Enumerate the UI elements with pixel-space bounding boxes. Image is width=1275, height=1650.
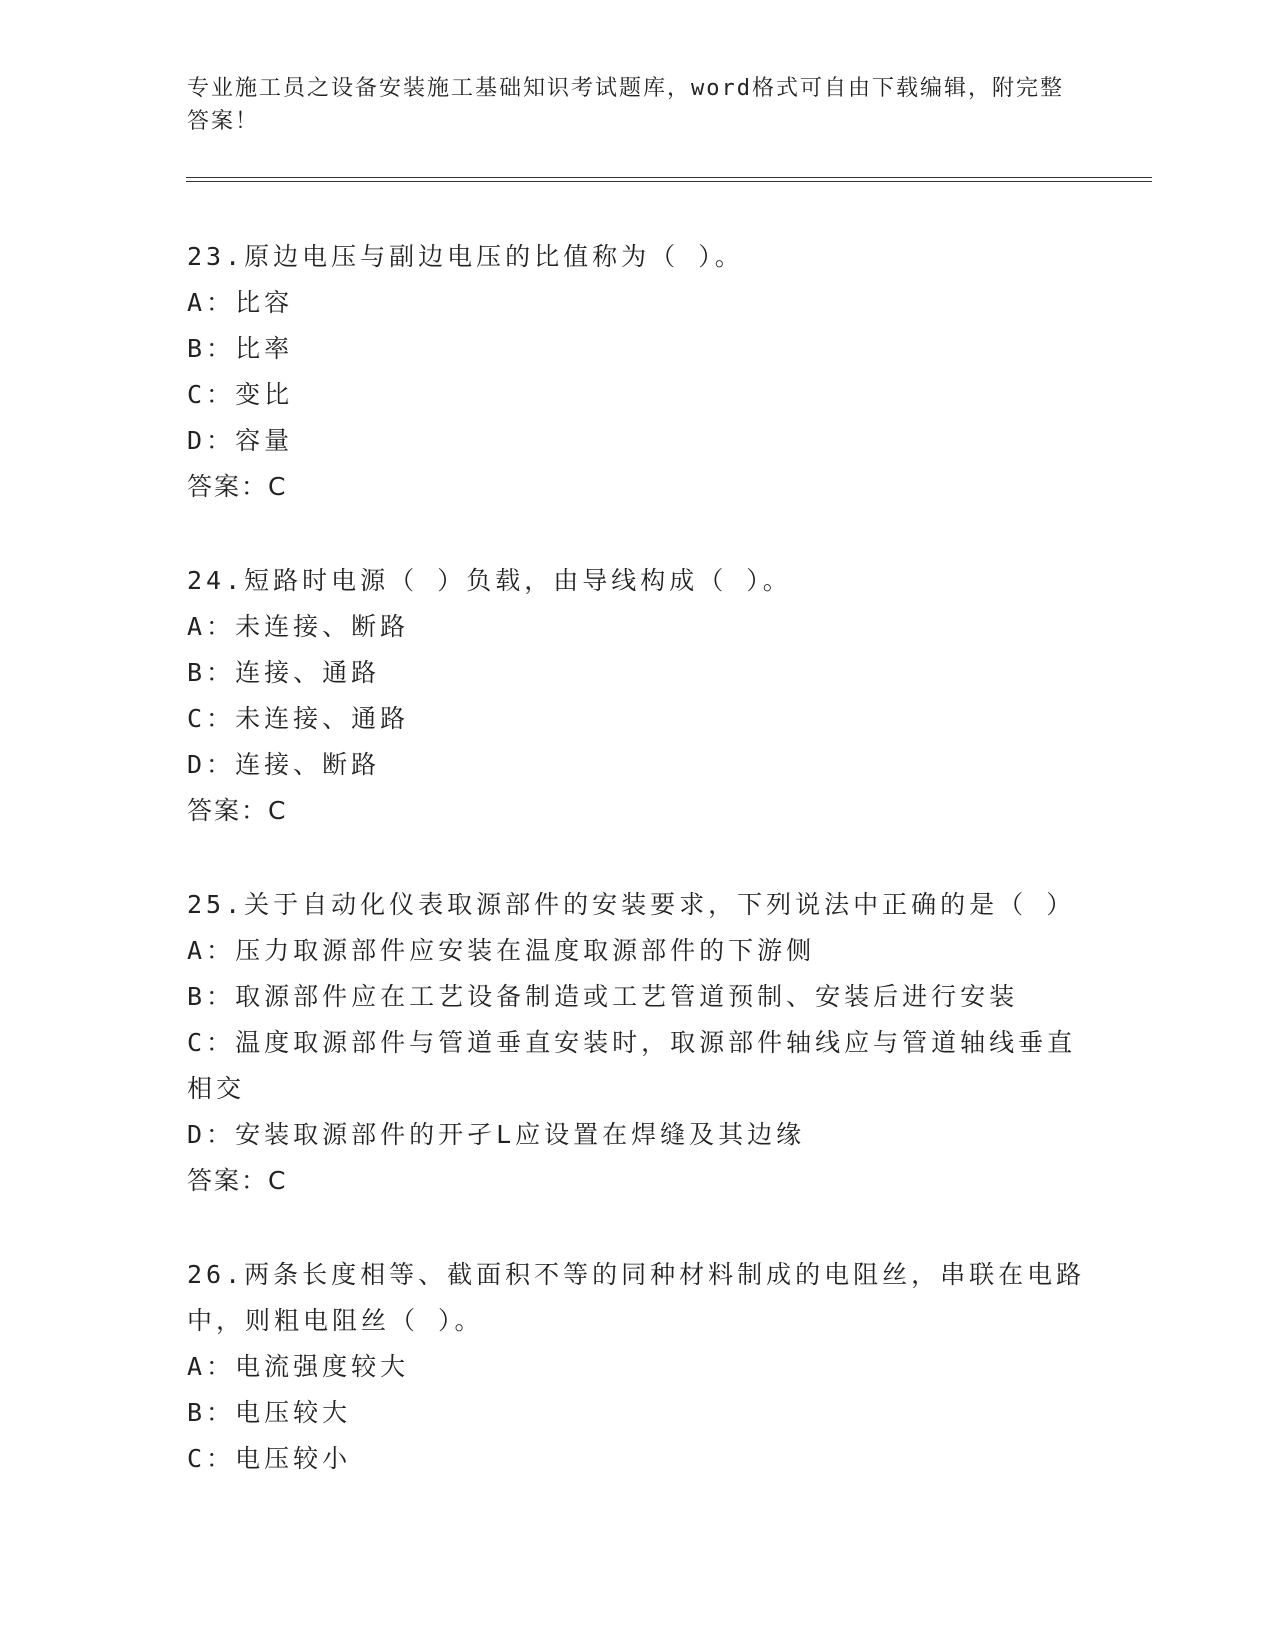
option-b [187, 1390, 1087, 1436]
option-text: 变比 [235, 380, 294, 409]
option-b [187, 650, 1087, 696]
question-23 [187, 234, 1087, 510]
option-a [187, 280, 1087, 326]
option-d [187, 1112, 1087, 1158]
option-key: B： [187, 658, 236, 687]
option-text: 比率 [235, 334, 294, 363]
header-divider-bottom [186, 181, 1152, 182]
option-c [187, 1436, 1087, 1482]
option-key: C： [187, 1028, 236, 1057]
answer: 答案：C [187, 472, 288, 501]
option-a [187, 1344, 1087, 1390]
option-key: D： [187, 1120, 236, 1149]
question-number: 25. [187, 890, 245, 919]
option-text: 连接、通路 [235, 658, 381, 687]
option-text: 温度取源部件与管道垂直安装时，取源部件轴线应与管道轴线垂直相交 [187, 1028, 1077, 1103]
question-number: 23. [187, 242, 245, 271]
option-b [187, 326, 1087, 372]
option-key: B： [187, 334, 236, 363]
option-a [187, 928, 1087, 974]
option-key: A： [187, 1352, 236, 1381]
question-stem [187, 1252, 1087, 1344]
option-key: C： [187, 380, 236, 409]
question-26 [187, 1252, 1087, 1482]
option-c [187, 1020, 1087, 1112]
option-key: D： [187, 750, 236, 779]
option-text: 容量 [235, 426, 294, 455]
option-key: B： [187, 1398, 236, 1427]
option-c [187, 372, 1087, 418]
option-text: 电压较大 [235, 1398, 352, 1427]
option-text: 未连接、通路 [235, 704, 410, 733]
question-stem [187, 558, 1087, 604]
option-key: B： [187, 982, 236, 1011]
option-key: C： [187, 1444, 236, 1473]
question-text: 两条长度相等、截面积不等的同种材料制成的电阻丝，串联在电路中，则粗电阻丝（ ）。 [187, 1260, 1086, 1335]
answer: 答案：C [187, 796, 288, 825]
question-number: 24. [187, 566, 245, 595]
option-text: 电压较小 [235, 1444, 352, 1473]
option-d [187, 418, 1087, 464]
question-text: 原边电压与副边电压的比值称为（ ）。 [244, 242, 744, 271]
option-key: A： [187, 612, 236, 641]
option-key: D： [187, 426, 236, 455]
document-header: 专业施工员之设备安装施工基础知识考试题库，word格式可自由下载编辑，附完整答案！ [187, 76, 1064, 134]
option-text: 压力取源部件应安装在温度取源部件的下游侧 [235, 936, 816, 965]
option-c [187, 696, 1087, 742]
option-key: A： [187, 936, 236, 965]
option-d [187, 742, 1087, 788]
header-divider-top [186, 177, 1152, 178]
question-stem [187, 234, 1087, 280]
question-stem [187, 882, 1087, 928]
option-text: 未连接、断路 [235, 612, 410, 641]
question-25 [187, 882, 1087, 1204]
option-text: 连接、断路 [235, 750, 381, 779]
option-text: 电流强度较大 [235, 1352, 410, 1381]
option-text: 取源部件应在工艺设备制造或工艺管道预制、安装后进行安装 [235, 982, 1019, 1011]
option-key: C： [187, 704, 236, 733]
question-number: 26. [187, 1260, 245, 1289]
option-a [187, 604, 1087, 650]
question-list [187, 234, 1087, 1530]
answer: 答案：C [187, 1166, 288, 1195]
option-b [187, 974, 1087, 1020]
question-text: 短路时电源（ ）负载，由导线构成（ ）。 [244, 566, 792, 595]
option-key: A： [187, 288, 236, 317]
question-text: 关于自动化仪表取源部件的安装要求，下列说法中正确的是（ ） [244, 890, 1076, 919]
question-24 [187, 558, 1087, 834]
option-text: 比容 [235, 288, 294, 317]
option-text: 安装取源部件的开孑L应设置在焊缝及其边缘 [235, 1120, 806, 1149]
